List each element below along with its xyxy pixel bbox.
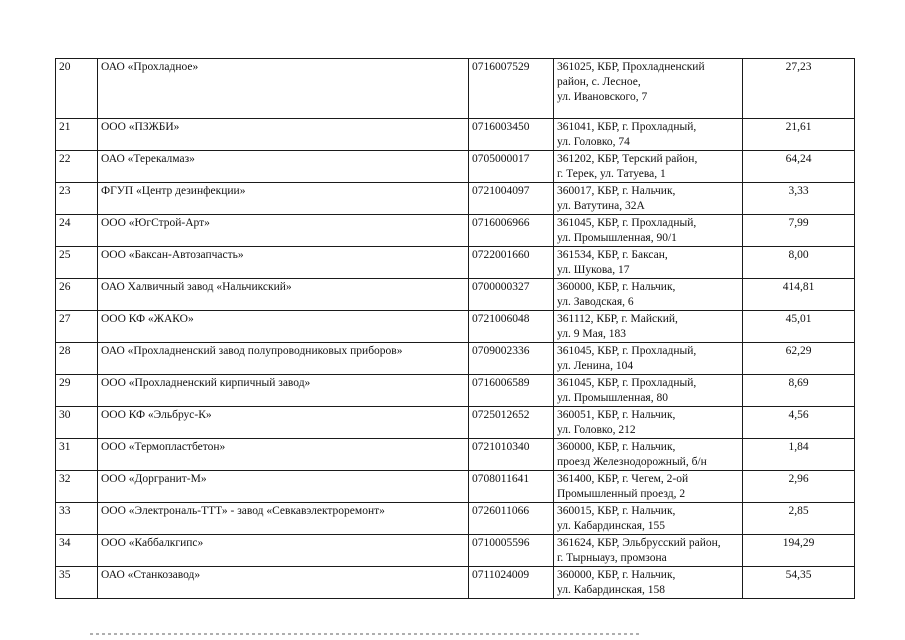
enterprise-table [55, 58, 855, 599]
address-cell [554, 151, 743, 183]
inn-code: 0709002336 [469, 343, 554, 375]
table-body [56, 59, 855, 599]
emission-value: 7,99 [743, 215, 855, 247]
address-line: ул. 9 Мая, 183 [557, 328, 626, 340]
address-line: ул. Ивановского, 7 [557, 91, 648, 103]
table-row [56, 407, 855, 439]
address-line: ул. Кабардинская, 158 [557, 584, 665, 596]
organization-name: ООО «Баксан-Автозапчасть» [98, 247, 469, 279]
inn-code: 0721006048 [469, 311, 554, 343]
address-line: ул. Головко, 74 [557, 136, 630, 148]
address-cell [554, 439, 743, 471]
address-cell [554, 183, 743, 215]
row-number: 29 [56, 375, 98, 407]
address-line: 361045, КБР, г. Прохладный, [557, 345, 697, 357]
table-row [56, 439, 855, 471]
address-line: ул. Промышленная, 90/1 [557, 232, 677, 244]
address-line: 361624, КБР, Эльбрусский район, [557, 537, 721, 549]
inn-code: 0726011066 [469, 503, 554, 535]
emission-value: 54,35 [743, 567, 855, 599]
table-row [56, 151, 855, 183]
address-line: ул. Шукова, 17 [557, 264, 630, 276]
organization-name: ОАО «Станкозавод» [98, 567, 469, 599]
table-row [56, 183, 855, 215]
address-line: 361041, КБР, г. Прохладный, [557, 121, 697, 133]
table-row [56, 375, 855, 407]
scan-artifact [90, 633, 640, 635]
address-line: ул. Головко, 212 [557, 424, 636, 436]
address-line: ул. Промышленная, 80 [557, 392, 668, 404]
inn-code: 0716007529 [469, 59, 554, 119]
organization-name: ООО «Прохладненский кирпичный завод» [98, 375, 469, 407]
address-line: район, с. Лесное, [557, 76, 641, 88]
emission-value: 45,01 [743, 311, 855, 343]
row-number: 31 [56, 439, 98, 471]
address-line: 360015, КБР, г. Нальчик, [557, 505, 676, 517]
organization-name: ОАО Халвичный завод «Нальчикский» [98, 279, 469, 311]
address-cell [554, 311, 743, 343]
inn-code: 0716003450 [469, 119, 554, 151]
table-row [56, 503, 855, 535]
emission-value: 62,29 [743, 343, 855, 375]
address-line: ул. Ватутина, 32А [557, 200, 645, 212]
row-number: 22 [56, 151, 98, 183]
organization-name: ООО КФ «Эльбрус-К» [98, 407, 469, 439]
address-line: 361045, КБР, г. Прохладный, [557, 377, 697, 389]
emission-value: 414,81 [743, 279, 855, 311]
table-row [56, 535, 855, 567]
address-line: г. Терек, ул. Татуева, 1 [557, 168, 666, 180]
row-number: 21 [56, 119, 98, 151]
organization-name: ФГУП «Центр дезинфекции» [98, 183, 469, 215]
address-line: Промышленный проезд, 2 [557, 488, 686, 500]
address-cell [554, 567, 743, 599]
inn-code: 0711024009 [469, 567, 554, 599]
address-line: г. Тырныауз, промзона [557, 552, 667, 564]
address-cell [554, 279, 743, 311]
organization-name: ОАО «Прохладное» [98, 59, 469, 119]
address-line: 360000, КБР, г. Нальчик, [557, 281, 676, 293]
organization-name: ОАО «Терекалмаз» [98, 151, 469, 183]
table-row [56, 279, 855, 311]
emission-value: 8,00 [743, 247, 855, 279]
inn-code: 0722001660 [469, 247, 554, 279]
emission-value: 2,85 [743, 503, 855, 535]
row-number: 27 [56, 311, 98, 343]
address-line: 361400, КБР, г. Чегем, 2-ой [557, 473, 689, 485]
organization-name: ООО «Каббалкгипс» [98, 535, 469, 567]
address-cell [554, 59, 743, 119]
emission-value: 21,61 [743, 119, 855, 151]
address-cell [554, 535, 743, 567]
address-line: 361025, КБР, Прохладненский [557, 61, 705, 73]
row-number: 30 [56, 407, 98, 439]
emission-value: 27,23 [743, 59, 855, 119]
address-line: ул. Кабардинская, 155 [557, 520, 665, 532]
address-line: 360017, КБР, г. Нальчик, [557, 185, 676, 197]
inn-code: 0700000327 [469, 279, 554, 311]
row-number: 34 [56, 535, 98, 567]
row-number: 25 [56, 247, 98, 279]
address-cell [554, 343, 743, 375]
table-row [56, 215, 855, 247]
address-cell [554, 215, 743, 247]
address-line: 361045, КБР, г. Прохладный, [557, 217, 697, 229]
inn-code: 0708011641 [469, 471, 554, 503]
emission-value: 1,84 [743, 439, 855, 471]
address-line: 361202, КБР, Терский район, [557, 153, 698, 165]
address-cell [554, 407, 743, 439]
organization-name: ОАО «Прохладненский завод полупроводниковых приборов» [98, 343, 469, 375]
inn-code: 0721010340 [469, 439, 554, 471]
inn-code: 0716006589 [469, 375, 554, 407]
row-number: 26 [56, 279, 98, 311]
row-number: 24 [56, 215, 98, 247]
table-row [56, 567, 855, 599]
table-row [56, 247, 855, 279]
address-line: 360051, КБР, г. Нальчик, [557, 409, 676, 421]
emission-value: 64,24 [743, 151, 855, 183]
organization-name: ООО «Электрональ-ТТТ» - завод «Севкавэлектроремонт» [98, 503, 469, 535]
row-number: 33 [56, 503, 98, 535]
document-page [55, 58, 855, 599]
table-row [56, 59, 855, 119]
emission-value: 8,69 [743, 375, 855, 407]
address-line: проезд Железнодорожный, б/н [557, 456, 707, 468]
organization-name: ООО «Термопластбетон» [98, 439, 469, 471]
emission-value: 4,56 [743, 407, 855, 439]
address-line: 360000, КБР, г. Нальчик, [557, 569, 676, 581]
table-row [56, 119, 855, 151]
address-cell [554, 503, 743, 535]
address-line: ул. Заводская, 6 [557, 296, 634, 308]
inn-code: 0705000017 [469, 151, 554, 183]
inn-code: 0716006966 [469, 215, 554, 247]
address-line: 361112, КБР, г. Майский, [557, 313, 678, 325]
emission-value: 3,33 [743, 183, 855, 215]
organization-name: ООО «Доргранит-М» [98, 471, 469, 503]
organization-name: ООО «ПЗЖБИ» [98, 119, 469, 151]
organization-name: ООО КФ «ЖАКО» [98, 311, 469, 343]
table-row [56, 343, 855, 375]
table-row [56, 471, 855, 503]
row-number: 28 [56, 343, 98, 375]
inn-code: 0721004097 [469, 183, 554, 215]
address-cell [554, 247, 743, 279]
inn-code: 0725012652 [469, 407, 554, 439]
row-number: 20 [56, 59, 98, 119]
emission-value: 194,29 [743, 535, 855, 567]
address-line: ул. Ленина, 104 [557, 360, 634, 372]
table-row [56, 311, 855, 343]
address-line: 360000, КБР, г. Нальчик, [557, 441, 676, 453]
row-number: 32 [56, 471, 98, 503]
address-cell [554, 471, 743, 503]
row-number: 35 [56, 567, 98, 599]
address-line: 361534, КБР, г. Баксан, [557, 249, 668, 261]
address-cell [554, 119, 743, 151]
emission-value: 2,96 [743, 471, 855, 503]
row-number: 23 [56, 183, 98, 215]
organization-name: ООО «ЮгСтрой-Арт» [98, 215, 469, 247]
address-cell [554, 375, 743, 407]
inn-code: 0710005596 [469, 535, 554, 567]
